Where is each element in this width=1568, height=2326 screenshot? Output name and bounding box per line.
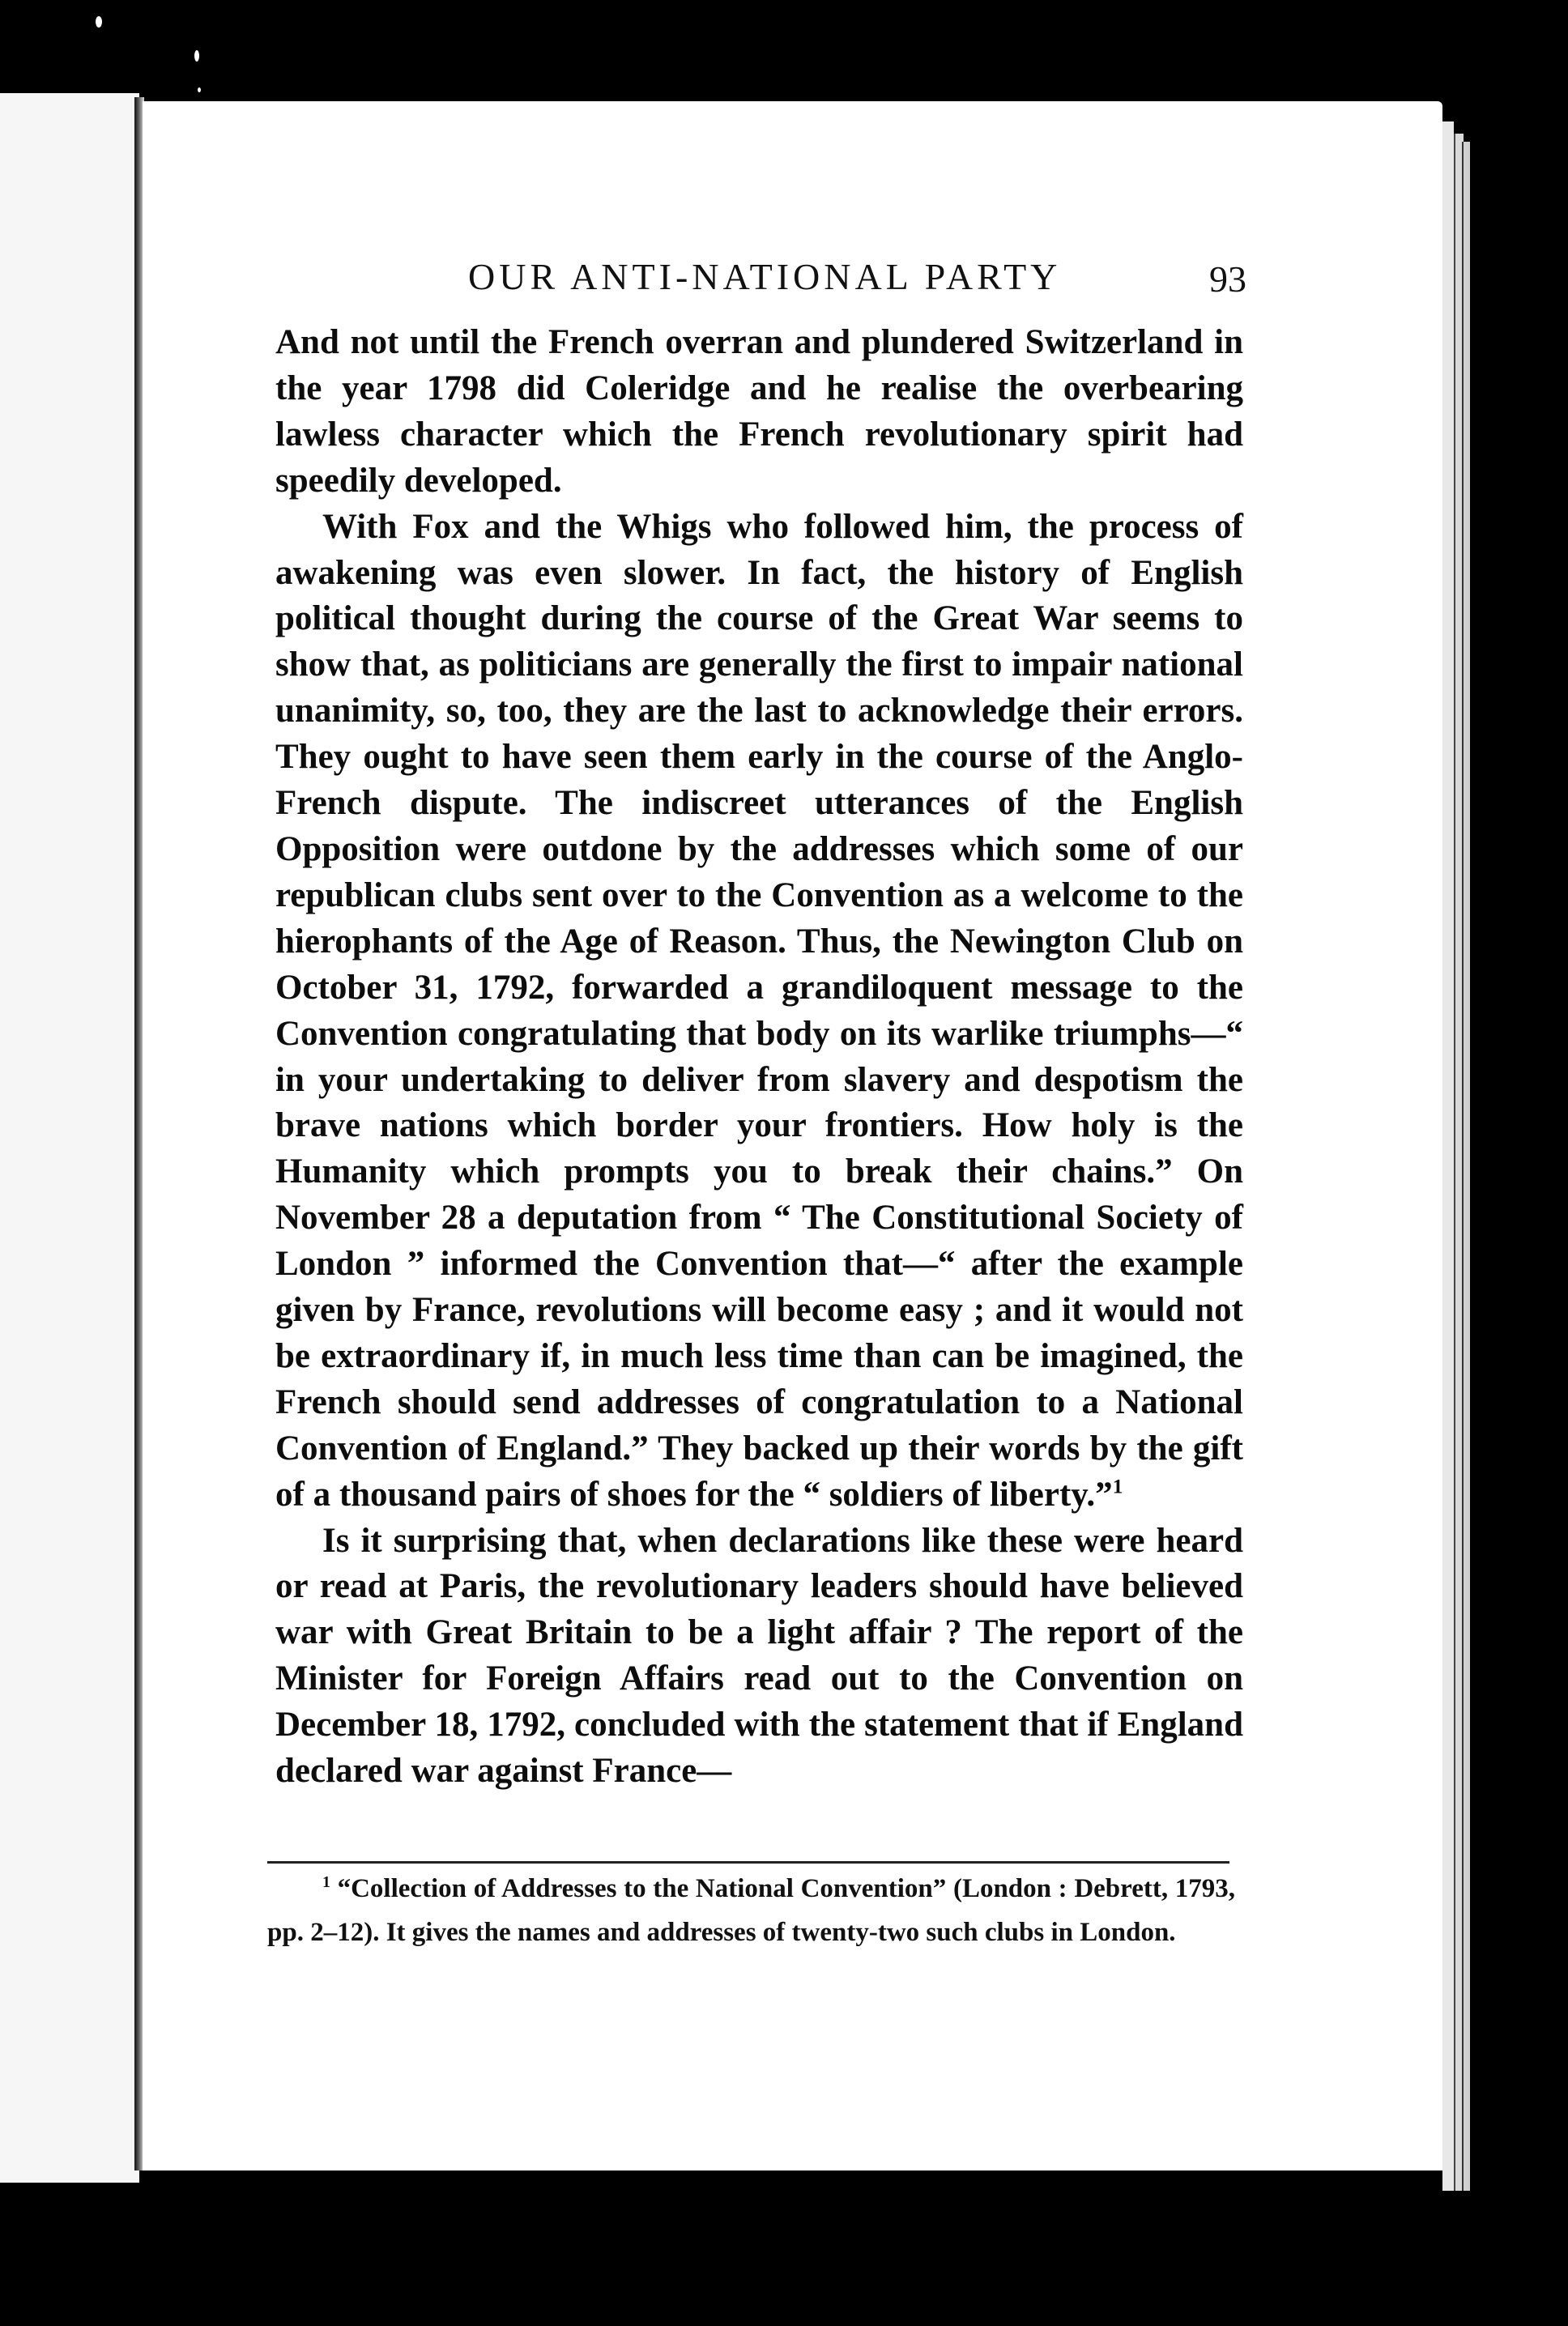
dust-speck [198,87,201,92]
facing-page-edge [0,93,139,2183]
paragraph-text: With Fox and the Whigs who followed him, the process of awakening was even slower. In fact, the history of English political thought during the course of the Great War seems to show that, as politicians are generally the first to impair national unanimity, so, too, they are the last to acknowledge their errors. They ought to have seen them early in the course of the Anglo-French dispute. The indiscreet utterances of the English Opposition were outdone by the addresses which some of our republican clubs sent over to the Convention as a welcome to the hierophants of the Age of Reason. Thus, the Newington Club on October 31, 1792, forwarded a grandiloquent message to the Convention congratulating that body on its warlike triumphs—“ in your undertaking to deliver from slavery and despotism the brave nations which border your frontiers. How holy is the Humanity which prompts you to break their chains.” On November 28 a deputation from “ The Constitutional Society of London ” informed the Convention that—“ after the example given by France, revolutions will become easy ; and it would not be extraordinary if, in much less time than can be imagined, the French should send addresses of congratulation to a National Convention of England.” They backed up their words by the gift of a thousand pairs of shoes for the “ soldiers of liberty.” [275,507,1243,1514]
footnote-text: “Collection of Addresses to the National Convention” (London : Debrett, 1793, pp. 2–12). It gives the names and addresses of twenty-two such clubs in London. [267,1874,1236,1947]
paragraph: And not until the French overran and plundered Switzerland in the year 1798 did Coleridge and he realise the overbearing lawless character which the French revolutionary spirit had speedily developed. [275,323,1243,500]
page-edge [1442,121,1454,2191]
running-head-title: OUR ANTI-NATIONAL PARTY [468,256,1062,297]
dust-speck [96,16,102,28]
footnote-reference: 1 [1112,1474,1123,1498]
footnote [267,1867,1235,1954]
paragraph [275,505,1243,1519]
body-text [275,320,1243,1795]
dust-speck [194,50,199,62]
page-number: 93 [1209,258,1246,300]
footnote-rule [267,1861,1229,1864]
paragraph: Is it surprising that, when declarations like these were heard or read at Paris, the revolutionary leaders should have believed war with Great Britain to be a light affair ? The report of the Minister for Foreign Affairs read out to the Convention on December 18, 1792, concluded with the statement that if England declared war against France— [275,1521,1243,1791]
running-head [468,255,1278,312]
page-edge [1462,142,1470,2191]
footnote-marker: 1 [322,1873,330,1891]
